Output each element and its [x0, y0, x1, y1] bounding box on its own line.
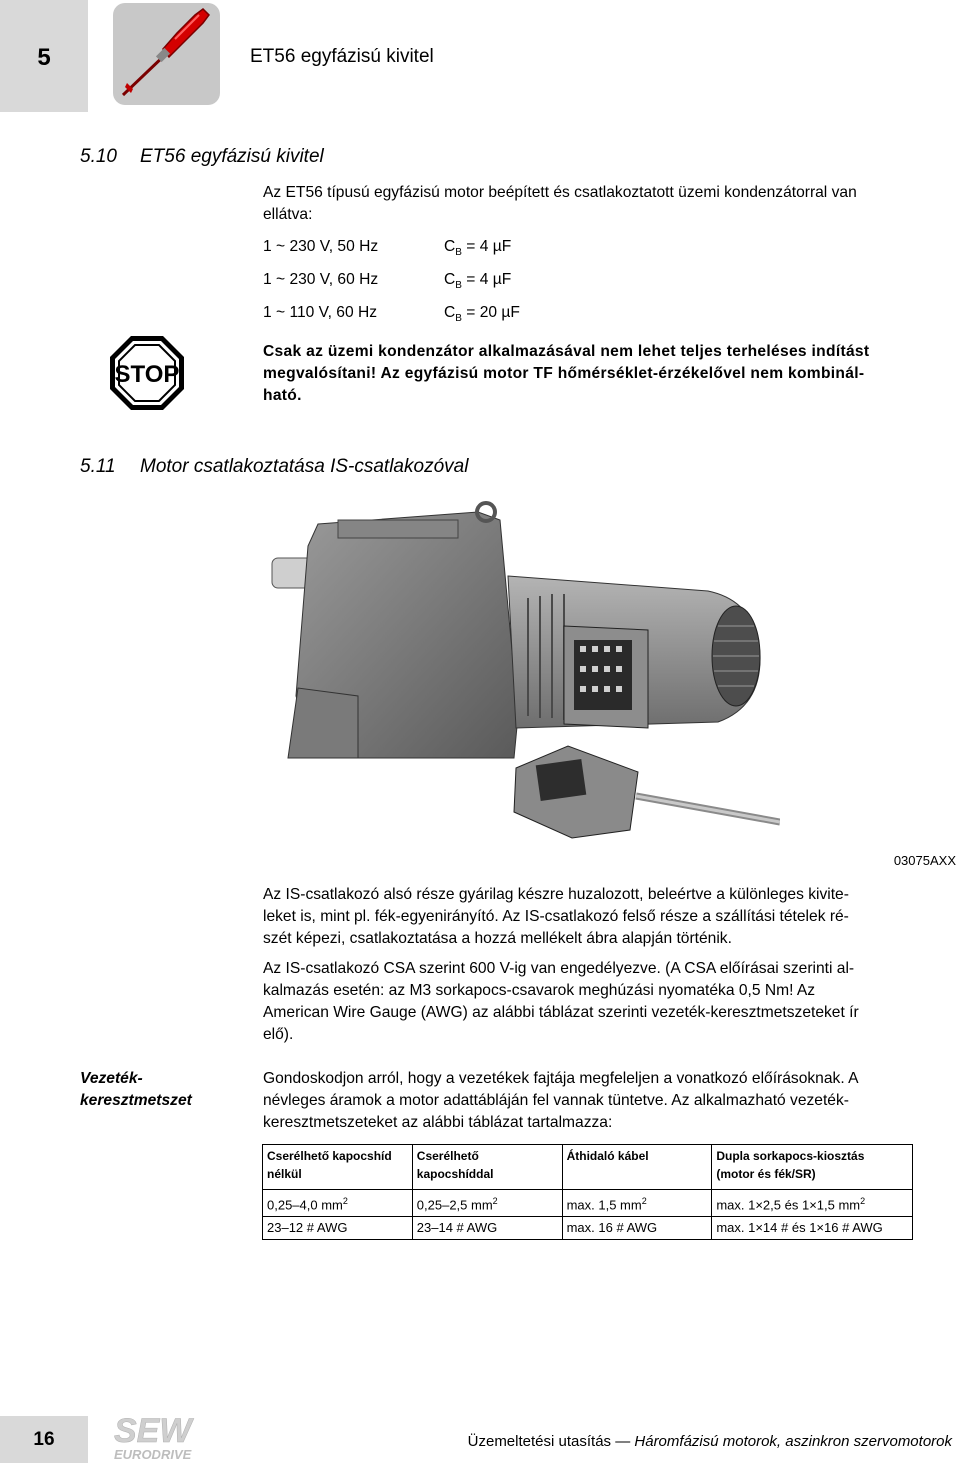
section-number: 5.10: [80, 146, 117, 167]
table-header-cell: Áthidaló kábel: [562, 1145, 712, 1190]
intro-paragraph: [263, 182, 958, 226]
figure-code: 03075AXX: [893, 853, 956, 868]
svg-text:EURODRIVE: EURODRIVE: [114, 1447, 192, 1462]
table-cell: max. 1,5 $mm^2$: [562, 1190, 712, 1217]
spec-capacitance: $C_B = 4$ µF: [444, 271, 512, 292]
paragraph-line: leket is, mint pl. fék-egyenirányító. Az IS-csatlakozó felső része a szállítási tételek ré-: [263, 908, 849, 925]
section-title: ET56 egyfázisú kivitel: [140, 146, 324, 167]
paragraph-line: Az IS-csatlakozó alsó része gyárilag készre huzalozott, beleértve a különleges kivite-: [263, 886, 849, 903]
paragraph-line: American Wire Gauge (AWG) az alábbi táblázat szerinti vezeték-keresztmetszeteket ír: [263, 1004, 859, 1021]
sidebar-heading: [80, 1068, 250, 1112]
sidebar-line: keresztmetszet: [80, 1092, 192, 1109]
warning-line: Csak az üzemi kondenzátor alkalmazásával nem lehet teljes terheléses indítást: [263, 343, 870, 360]
spec-supply: 1 ~ 230 V, 60 Hz: [263, 271, 379, 288]
intro-line: Az ET56 típusú egyfázisú motor beépített és csatlakoztatott üzemi kondenzátorral van: [263, 184, 857, 201]
table-cell: 0,25–2,5 $mm^2$: [412, 1190, 562, 1217]
section-number: 5.11: [80, 456, 116, 477]
header-title: ET56 egyfázisú kivitel: [250, 46, 434, 67]
intro-line: ellátva:: [263, 206, 313, 223]
table-header-cell: Cserélhető kapocshíddal: [412, 1145, 562, 1190]
table-header-cell: Cserélhető kapocshíd nélkül: [263, 1145, 413, 1190]
paragraph-line: szét képezi, csatlakoztatása a hozzá mellékelt ábra alapján történik.: [263, 930, 732, 947]
section-title: Motor csatlakoztatása IS-csatlakozóval: [140, 456, 469, 477]
chapter-number: 5: [37, 44, 51, 71]
gearmotor-photo: [268, 496, 780, 841]
warning-line: megvalósítani! Az egyfázisú motor TF hőmérséklet-érzékelővel nem kombinál-: [263, 365, 865, 382]
page-number: 16: [33, 1429, 55, 1450]
table-row: [263, 1217, 913, 1240]
warning-line: ható.: [263, 387, 302, 404]
spec-row: [263, 304, 663, 324]
paragraph-line: kalmazás esetén: az M3 sorkapocs-csavarok meghúzási nyomatéka 0,5 Nm! Az: [263, 982, 816, 999]
stop-warning-text: [263, 341, 958, 407]
spec-supply: 1 ~ 110 V, 60 Hz: [263, 304, 378, 321]
table-cell: max. 1×2,5 és 1×1,5 $mm^2$: [712, 1190, 913, 1217]
paragraph-line: névleges áramok a motor adattábláján fel vannak tüntetve. Az alkalmazható vezeték-: [263, 1092, 849, 1109]
table-cell: max. 16 # AWG: [562, 1217, 712, 1240]
section-heading-5-11: [80, 456, 468, 478]
screwdriver-icon: [113, 3, 220, 105]
table-header-row: [263, 1145, 913, 1190]
table-row: [263, 1190, 913, 1217]
spec-row: [263, 271, 663, 291]
svg-text:SEW: SEW: [114, 1412, 192, 1450]
table-cell: 23–12 # AWG: [263, 1217, 413, 1240]
table-cell: 23–14 # AWG: [412, 1217, 562, 1240]
wire-paragraph: [263, 1068, 958, 1134]
svg-text:STOP: STOP: [114, 361, 180, 388]
paragraph-line: keresztmetszeteket az alábbi táblázat tartalmazza:: [263, 1114, 613, 1131]
connector-paragraph-1: [263, 884, 958, 950]
paragraph-line: Gondoskodjon arról, hogy a vezetékek fajtája megfeleljen a vonatkozó előírásoknak. A: [263, 1070, 859, 1087]
footer-doc-title: Üzemeltetési utasítás — Háromfázisú motorok, aszinkron szervomotorok: [467, 1433, 952, 1450]
section-heading-5-10: [80, 146, 324, 168]
spec-capacitance: $C_B = 20$ µF: [444, 304, 520, 325]
wire-table: [262, 1144, 913, 1240]
connector-paragraph-2: [263, 958, 958, 1046]
spec-row: [263, 238, 663, 258]
paragraph-line: elő).: [263, 1026, 294, 1043]
stop-sign-icon: [108, 334, 186, 412]
table-header-cell: Dupla sorkapocs-kiosztás (motor és fék/SR): [712, 1145, 913, 1190]
spec-capacitance: $C_B = 4$ µF: [444, 238, 512, 259]
table-cell: 0,25–4,0 $mm^2$: [263, 1190, 413, 1217]
table-cell: max. 1×14 # és 1×16 # AWG: [712, 1217, 913, 1240]
chapter-icon-box: [113, 3, 220, 105]
spec-supply: 1 ~ 230 V, 50 Hz: [263, 238, 379, 255]
paragraph-line: Az IS-csatlakozó CSA szerint 600 V-ig van engedélyezve. (A CSA előírásai szerinti al-: [263, 960, 855, 977]
sew-eurodrive-logo: [112, 1412, 222, 1462]
sidebar-line: Vezeték-: [80, 1070, 143, 1087]
